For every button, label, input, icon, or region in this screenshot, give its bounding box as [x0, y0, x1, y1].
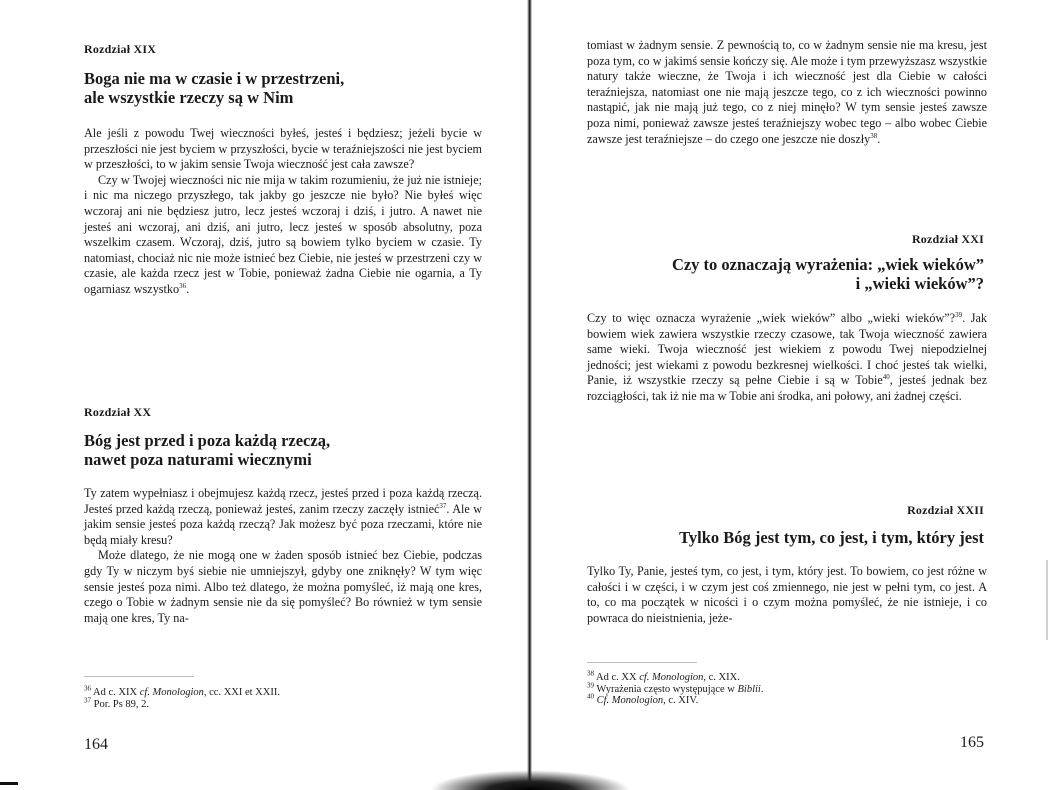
- chapter-title: Czy to oznaczają wyrażenia: „wiek wieków” i „wieki wieków”?: [671, 255, 984, 293]
- footnotes: [84, 684, 280, 710]
- paragraph: Ty zatem wypełniasz i obejmujesz każdą rzecz, jesteś przed i poza każdą rzeczą. Jesteś przed każdą rzeczą, ponieważ jesteś, zanim rzeczy zaczęły istnieć$^{37}$. Ale w jakim sensie jesteś poza każdą rzeczą? Jak możesz być poza rzeczami, które nie będą miały kresu?: [84, 486, 482, 547]
- chapter-label: Rozdział XX: [84, 405, 152, 419]
- right-page: [532, 0, 1050, 790]
- chapter-body: [587, 38, 987, 147]
- footnote: $^{37}$ Por. Ps 89, 2.: [84, 696, 150, 710]
- paragraph: Ale jeśli z powodu Twej wieczności byłeś, jesteś i będziesz; jeżeli bycie w przeszłości nie jest byciem w przyszłości, bycie w teraźniejszości nie jest byciem w przeszłości, to w jakim sensie Twoja wieczność jest cała zawsze?: [84, 126, 482, 172]
- footnote-ref: 36: [179, 281, 187, 290]
- page-number: 165: [960, 734, 984, 751]
- chapter-body: [84, 486, 482, 626]
- footnote-rule: [84, 676, 194, 677]
- page-number: 164: [84, 736, 108, 753]
- footnote-ref: 37: [439, 501, 447, 510]
- footnote-ref: 40: [882, 373, 890, 382]
- footnote: $^{36}$ Ad c. XIX cf. Monologion, cc. XXI et XXII.: [84, 684, 280, 698]
- footnote: $^{38}$ Ad c. XX cf. Monologion, c. XIX.: [587, 669, 740, 683]
- footnote-ref: 38: [870, 131, 878, 140]
- chapter-title: Tylko Bóg jest tym, co jest, i tym, który jest: [679, 528, 984, 547]
- paragraph: Tylko Ty, Panie, jesteś tym, co jest, i tym, który jest. To bowiem, co jest różne w całości i w części, i w czym jest coś zmiennego, nie jest w pełni tym, co jest. A to, co ma początek w nicości i o czym można pomyśleć, że nie istnieje, i co powraca do nieistnienia, jeże-: [587, 564, 987, 625]
- paragraph: Może dlatego, że nie mogą one w żaden sposób istnieć bez Ciebie, podczas gdy Ty w niczym byś siebie nie umniejszył, gdyby one zniknęły? W tym więc sensie jesteś poza nimi. Albo też dlatego, że można pomyśleć, iż mają one kres, czego o Tobie w żadnym sensie nie da się pomyśleć? Bo również w tym sensie mają one kres, Ty na-: [84, 548, 482, 625]
- paragraph: Czy w Twojej wieczności nic nie mija w takim rozumieniu, że już nie istnieje; i nic ma niczego przyszłego, tak jakby go jeszcze nie było? Nie byłeś więc wczoraj ani nie będziesz jutro, lecz jesteś wczoraj i dziś, i jutro. A nawet nie jesteś ani wczoraj, ani dziś, ani jutro, lecz jesteś w sposób absolutny, poza wszelkim czasem. Wczoraj, dziś, jutro są bowiem tylko byciem w czasie. Ty natomiast, chociaż nic nie może istnieć bez Ciebie, nie jesteś w przestrzeni czy w czasie, ale każda rzecz jest w Tobie, ponieważ żadna Ciebie nie ogarnia, a Ty ogarniasz wszystko$^{36}$.: [84, 172, 482, 296]
- chapter-body: [84, 126, 482, 298]
- paragraph: tomiast w żadnym sensie. Z pewnością to, co w żadnym sensie nie ma kresu, jest poza tym, co w jakimś sensie kończy się. Ale może i tym przewyższasz wszystkie natury także wieczne, że Twoja i ich wieczność jest dla Ciebie w całości teraźniejsza, natomiast one nie mają jeszcze tego, co z ich wieczności powinno nastąpić, jak nie mają już tego, co z niej minęło? W tym sensie jesteś zawsze poza nimi, ponieważ zawsze jesteś teraźniejszy wobec tego – albo wobec Ciebie zawsze jest teraźniejsze – do czego one jeszcze nie doszły$^{38}$.: [587, 38, 987, 146]
- footnote: $^{40}$ Cf. Monologion, c. XIV.: [587, 692, 699, 706]
- footnote-ref: 39: [955, 310, 963, 319]
- chapter-label: Rozdział XXII: [907, 503, 984, 517]
- chapter-body: [587, 564, 987, 626]
- paragraph: Czy to więc oznacza wyrażenie „wiek wieków” albo „wieki wieków”?$^{39}$. Jak bowiem wiek zawiera wszystkie rzeczy czasowe, tak Twoja wieczność zawiera same wieki. Twoja wieczność jest wiekiem z powodu Twej niepodzielnej jedności; jest wiekami z powodu bezkresnej wielkości. I choć jesteś tak wielki, Panie, iż wszystkie rzeczy są pełne Ciebie i są w Tobie$^{40}$, jesteś jednak bez rozciągłości, tak iż nie ma w Tobie ani środka, ani połowy, ani żadnej części.: [587, 310, 988, 403]
- footnote: $^{39}$ Wyrażenia często występujące w Biblii.: [587, 681, 764, 695]
- footnote-rule: [587, 662, 697, 663]
- chapter-label: Rozdział XXI: [911, 232, 984, 246]
- chapter-title: Boga nie ma w czasie i w przestrzeni, ale wszystkie rzeczy są w Nim: [84, 69, 345, 107]
- footnotes: [587, 669, 764, 707]
- chapter-body: [587, 311, 987, 405]
- chapter-title: Bóg jest przed i poza każdą rzeczą, nawet poza naturami wiecznymi: [84, 431, 331, 469]
- chapter-label: Rozdział XIX: [84, 42, 157, 56]
